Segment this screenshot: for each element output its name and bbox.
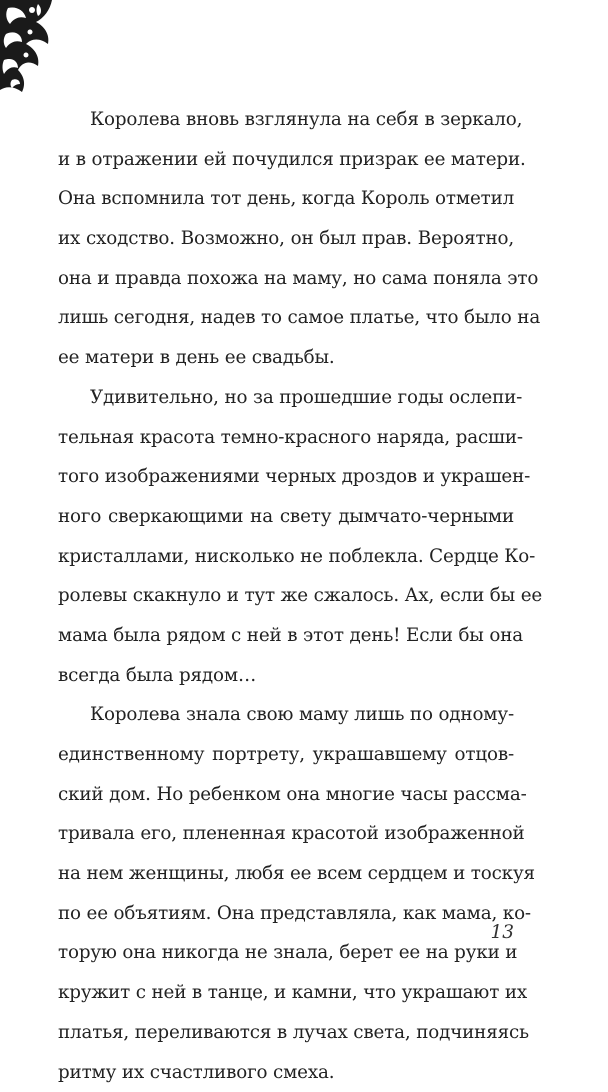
page-number: 13 xyxy=(490,922,514,943)
text-line: того изображениями черных дроздов и украшен- xyxy=(58,457,514,497)
text-line: их сходство. Возможно, он был прав. Вероятно, xyxy=(58,219,514,259)
text-line: Она вспомнила тот день, когда Король отметил xyxy=(58,179,514,219)
text-line: всегда была рядом… xyxy=(58,656,514,696)
text-line: и в отражении ей почудился призрак ее матери. xyxy=(58,140,514,180)
text-line: она и правда похожа на маму, но сама поняла это xyxy=(58,259,514,299)
text-line: платья, переливаются в лучах света, подчиняясь xyxy=(58,1013,514,1053)
text-line: тривала его, плененная красотой изображенной xyxy=(58,814,514,854)
text-line: на нем женщины, любя ее всем сердцем и тоскуя xyxy=(58,854,514,894)
text-line: Удивительно, но за прошедшие годы ослепи- xyxy=(58,378,514,418)
corner-ornament-icon xyxy=(0,0,60,95)
text-line: тельная красота темно-красного наряда, расши- xyxy=(58,418,514,458)
text-line: Королева вновь взглянула на себя в зеркало, xyxy=(58,100,514,140)
text-line: Королева знала свою маму лишь по одному- xyxy=(58,695,514,735)
text-line: по ее объятиям. Она представляла, как мама, ко- xyxy=(58,894,514,934)
text-line: мама была рядом с ней в этот день! Если бы она xyxy=(58,616,514,656)
text-line: ский дом. Но ребенком она многие часы рассма- xyxy=(58,775,514,815)
text-line: ее матери в день ее свадьбы. xyxy=(58,338,514,378)
text-line: единственному портрету, украшавшему отцов- xyxy=(58,735,514,775)
text-line: кристаллами, нисколько не поблекла. Сердце Ко- xyxy=(58,537,514,577)
text-line: ритму их счастливого смеха. xyxy=(58,1053,514,1092)
text-line: ролевы скакнуло и тут же сжалось. Ах, если бы ее xyxy=(58,576,514,616)
text-line: ного сверкающими на свету дымчато-черными xyxy=(58,497,514,537)
text-line: лишь сегодня, надев то самое платье, что было на xyxy=(58,298,514,338)
text-line: торую она никогда не знала, берет ее на руки и xyxy=(58,933,514,973)
text-line: кружит с ней в танце, и камни, что украшают их xyxy=(58,973,514,1013)
body-text xyxy=(58,100,514,1092)
